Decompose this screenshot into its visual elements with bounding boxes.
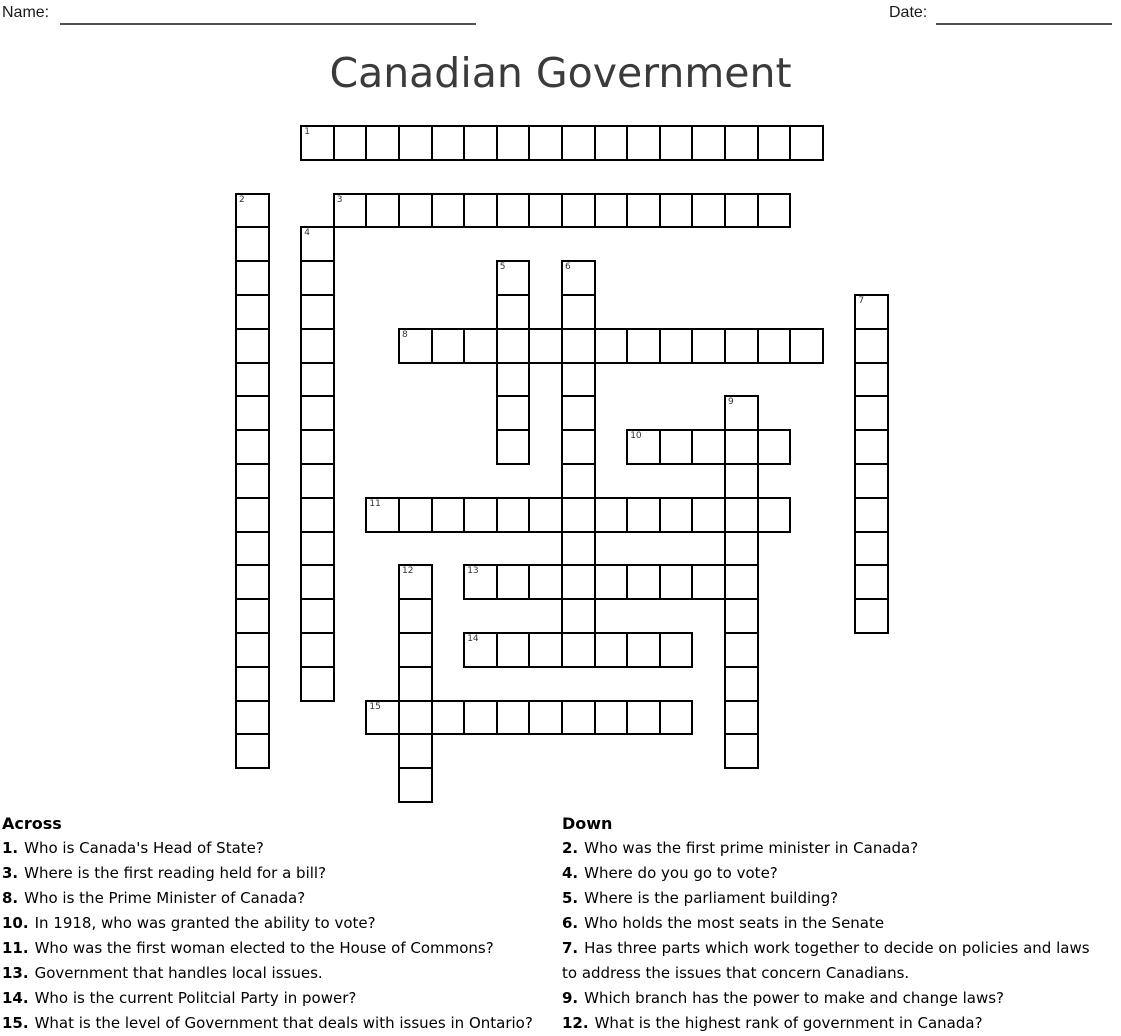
crossword-cell[interactable] xyxy=(561,362,596,398)
crossword-cell[interactable] xyxy=(496,294,531,330)
crossword-cell[interactable] xyxy=(561,700,596,736)
crossword-cell[interactable] xyxy=(463,700,498,736)
crossword-cell[interactable] xyxy=(463,564,498,600)
down-clue-2 xyxy=(562,836,1107,861)
down-clue-5 xyxy=(562,886,1107,911)
crossword-cell[interactable] xyxy=(724,700,759,736)
clue-text: Which branch has the power to make and change laws? xyxy=(584,989,1005,1007)
crossword-cell[interactable] xyxy=(691,328,726,364)
crossword-cell[interactable] xyxy=(561,598,596,634)
crossword-cell[interactable] xyxy=(300,125,335,161)
crossword-cell[interactable] xyxy=(659,497,694,533)
crossword-cell[interactable] xyxy=(528,632,563,668)
crossword-cell[interactable] xyxy=(561,531,596,567)
crossword-cell[interactable] xyxy=(431,193,466,229)
crossword-cell[interactable] xyxy=(724,531,759,567)
crossword-cell[interactable] xyxy=(300,294,335,330)
crossword-cell[interactable] xyxy=(398,328,433,364)
clue-text: In 1918, who was granted the ability to vote? xyxy=(34,914,376,932)
crossword-cell[interactable] xyxy=(235,226,270,262)
clue-number: 6. xyxy=(562,914,579,932)
crossword-cell[interactable] xyxy=(626,193,661,229)
crossword-cell[interactable] xyxy=(724,463,759,499)
across-clue-1 xyxy=(2,836,554,861)
crossword-cell[interactable] xyxy=(724,429,759,465)
clue-text: Who was the first woman elected to the House of Commons? xyxy=(34,939,494,957)
clue-text: Government that handles local issues. xyxy=(34,964,323,982)
crossword-cell[interactable] xyxy=(854,362,889,398)
crossword-cell[interactable] xyxy=(626,632,661,668)
crossword-cell[interactable] xyxy=(757,497,792,533)
across-clue-11 xyxy=(2,936,554,961)
across-clue-8 xyxy=(2,886,554,911)
clue-text: Where is the first reading held for a bill? xyxy=(24,864,327,882)
crossword-cell[interactable] xyxy=(300,395,335,431)
crossword-cell[interactable] xyxy=(528,564,563,600)
cell-number: 7 xyxy=(858,296,865,306)
clue-text: Who is the Prime Minister of Canada? xyxy=(24,889,306,907)
crossword-cell[interactable] xyxy=(724,125,759,161)
cell-number: 12 xyxy=(402,566,414,577)
crossword-cell[interactable] xyxy=(398,632,433,668)
cell-number: 13 xyxy=(467,566,479,577)
crossword-cell[interactable] xyxy=(626,700,661,736)
crossword-cell[interactable] xyxy=(235,193,270,229)
crossword-cell[interactable] xyxy=(235,632,270,668)
crossword-cell[interactable] xyxy=(528,193,563,229)
crossword-cell[interactable] xyxy=(691,125,726,161)
crossword-cell[interactable] xyxy=(235,463,270,499)
crossword-cell[interactable] xyxy=(235,598,270,634)
crossword-cell[interactable] xyxy=(724,632,759,668)
crossword-cell[interactable] xyxy=(463,328,498,364)
crossword-cell[interactable] xyxy=(365,497,400,533)
page-title: Canadian Government xyxy=(329,49,792,97)
crossword-cell[interactable] xyxy=(854,463,889,499)
crossword-cell[interactable] xyxy=(496,497,531,533)
across-clues-column xyxy=(2,811,554,1036)
crossword-cell[interactable] xyxy=(724,666,759,702)
crossword-cell[interactable] xyxy=(724,564,759,600)
crossword-cell[interactable] xyxy=(561,294,596,330)
crossword-cell[interactable] xyxy=(561,463,596,499)
crossword-cell[interactable] xyxy=(235,666,270,702)
across-clue-3 xyxy=(2,861,554,886)
clue-number: 1. xyxy=(2,839,19,857)
crossword-cell[interactable] xyxy=(496,362,531,398)
clue-text: Where do you go to vote? xyxy=(584,864,778,882)
clue-text: Who holds the most seats in the Senate xyxy=(584,914,885,932)
crossword-cell[interactable] xyxy=(496,395,531,431)
crossword-cell[interactable] xyxy=(724,328,759,364)
crossword-cell[interactable] xyxy=(398,598,433,634)
crossword-cell[interactable] xyxy=(626,429,661,465)
crossword-cell[interactable] xyxy=(431,497,466,533)
crossword-cell[interactable] xyxy=(431,700,466,736)
crossword-cell[interactable] xyxy=(235,294,270,330)
crossword-cell[interactable] xyxy=(659,564,694,600)
crossword-cell[interactable] xyxy=(300,226,335,262)
clue-text: What is the highest rank of government in Canada? xyxy=(594,1014,983,1032)
crossword-cell[interactable] xyxy=(626,328,661,364)
crossword-cell[interactable] xyxy=(496,193,531,229)
down-clue-7 xyxy=(562,936,1107,986)
crossword-cell[interactable] xyxy=(561,429,596,465)
crossword-cell[interactable] xyxy=(854,598,889,634)
crossword-cell[interactable] xyxy=(365,193,400,229)
cell-number: 4 xyxy=(304,228,310,239)
crossword-cell[interactable] xyxy=(561,260,596,296)
crossword-cell[interactable] xyxy=(594,632,629,668)
crossword-cell[interactable] xyxy=(691,429,726,465)
crossword-cell[interactable] xyxy=(659,429,694,465)
cell-number: 15 xyxy=(369,701,381,712)
crossword-cell[interactable] xyxy=(235,564,270,600)
crossword-cell[interactable] xyxy=(496,564,531,600)
crossword-cell[interactable] xyxy=(300,362,335,398)
clue-number: 2. xyxy=(562,839,579,857)
clue-number: 14. xyxy=(2,989,29,1007)
crossword-cell[interactable] xyxy=(594,497,629,533)
down-clue-4 xyxy=(562,861,1107,886)
crossword-cell[interactable] xyxy=(496,125,531,161)
crossword-cell[interactable] xyxy=(300,564,335,600)
crossword-cell[interactable] xyxy=(528,700,563,736)
crossword-cell[interactable] xyxy=(235,733,270,769)
crossword-cell[interactable] xyxy=(235,395,270,431)
crossword-cell[interactable] xyxy=(854,395,889,431)
down-clue-6 xyxy=(562,911,1107,936)
crossword-cell[interactable] xyxy=(398,564,433,600)
crossword-cell[interactable] xyxy=(235,700,270,736)
crossword-cell[interactable] xyxy=(463,193,498,229)
crossword-cell[interactable] xyxy=(626,564,661,600)
crossword-cell[interactable] xyxy=(300,632,335,668)
crossword-cell[interactable] xyxy=(398,666,433,702)
clue-number: 12. xyxy=(562,1014,589,1032)
crossword-cell[interactable] xyxy=(724,497,759,533)
crossword-cell[interactable] xyxy=(398,733,433,769)
crossword-cell[interactable] xyxy=(659,632,694,668)
crossword-cell[interactable] xyxy=(496,260,531,296)
across-clue-13 xyxy=(2,961,554,986)
crossword-cell[interactable] xyxy=(300,598,335,634)
crossword-cell[interactable] xyxy=(496,328,531,364)
crossword-cell[interactable] xyxy=(496,429,531,465)
clue-number: 7. xyxy=(562,939,579,957)
crossword-cell[interactable] xyxy=(398,767,433,803)
crossword-cell[interactable] xyxy=(300,531,335,567)
cell-number: 8 xyxy=(402,329,408,340)
crossword-cell[interactable] xyxy=(789,125,824,161)
crossword-cell[interactable] xyxy=(398,497,433,533)
date-label: Date: xyxy=(889,4,928,21)
crossword-cell[interactable] xyxy=(528,125,563,161)
clue-text: Where is the parliament building? xyxy=(584,889,839,907)
crossword-cell[interactable] xyxy=(594,564,629,600)
crossword-cell[interactable] xyxy=(300,666,335,702)
across-clue-15 xyxy=(2,1011,554,1036)
crossword-cell[interactable] xyxy=(757,125,792,161)
crossword-cell[interactable] xyxy=(594,700,629,736)
crossword-cell[interactable] xyxy=(626,497,661,533)
name-label: Name: xyxy=(2,4,50,21)
crossword-cell[interactable] xyxy=(398,700,433,736)
crossword-cell[interactable] xyxy=(235,362,270,398)
crossword-cell[interactable] xyxy=(561,632,596,668)
crossword-cell[interactable] xyxy=(724,598,759,634)
crossword-cell[interactable] xyxy=(463,632,498,668)
crossword-cell[interactable] xyxy=(300,463,335,499)
crossword-cell[interactable] xyxy=(561,395,596,431)
crossword-cell[interactable] xyxy=(463,125,498,161)
clue-text: Who is the current Politcial Party in power? xyxy=(34,989,357,1007)
crossword-cell[interactable] xyxy=(594,125,629,161)
cell-number: 1 xyxy=(304,127,310,137)
crossword-cell[interactable] xyxy=(659,125,694,161)
crossword-cell[interactable] xyxy=(659,193,694,229)
crossword-cell[interactable] xyxy=(431,125,466,161)
crossword-cell[interactable] xyxy=(463,497,498,533)
clue-number: 5. xyxy=(562,889,579,907)
cell-number: 14 xyxy=(467,634,479,644)
cell-number: 9 xyxy=(728,397,734,408)
crossword-cell[interactable] xyxy=(854,531,889,567)
clue-number: 3. xyxy=(2,864,19,882)
clue-number: 4. xyxy=(562,864,579,882)
crossword-cell[interactable] xyxy=(333,125,368,161)
clue-text: Has three parts which work together to decide on policies and laws to address the issues that concern Canadians. xyxy=(562,939,1090,982)
clue-text: Who was the first prime minister in Canada? xyxy=(584,839,919,857)
crossword-cell[interactable] xyxy=(691,564,726,600)
cell-number: 2 xyxy=(239,194,245,205)
crossword-cell[interactable] xyxy=(854,497,889,533)
crossword-cell[interactable] xyxy=(561,328,596,364)
crossword-cell[interactable] xyxy=(757,429,792,465)
crossword-cell[interactable] xyxy=(528,328,563,364)
crossword-cell[interactable] xyxy=(365,700,400,736)
crossword-cell[interactable] xyxy=(626,125,661,161)
crossword-cell[interactable] xyxy=(854,328,889,364)
crossword-cell[interactable] xyxy=(431,328,466,364)
crossword-cell[interactable] xyxy=(528,497,563,533)
crossword-cell[interactable] xyxy=(235,328,270,364)
crossword-cell[interactable] xyxy=(561,564,596,600)
crossword-cell[interactable] xyxy=(724,395,759,431)
crossword-cell[interactable] xyxy=(496,632,531,668)
crossword-cell[interactable] xyxy=(365,125,400,161)
crossword-cell[interactable] xyxy=(854,429,889,465)
crossword-cell[interactable] xyxy=(561,497,596,533)
clue-number: 9. xyxy=(562,989,579,1007)
crossword-cell[interactable] xyxy=(724,733,759,769)
crossword-cell[interactable] xyxy=(235,497,270,533)
clue-text: What is the level of Government that deals with issues in Ontario? xyxy=(34,1014,533,1032)
across-clue-14 xyxy=(2,986,554,1011)
crossword-cell[interactable] xyxy=(300,260,335,296)
down-header: Down xyxy=(562,814,613,833)
across-clue-10 xyxy=(2,911,554,936)
crossword-cell[interactable] xyxy=(235,260,270,296)
crossword-cell[interactable] xyxy=(398,193,433,229)
crossword-cell[interactable] xyxy=(300,497,335,533)
crossword-cell[interactable] xyxy=(496,700,531,736)
across-header: Across xyxy=(2,814,62,833)
cell-number: 10 xyxy=(630,431,642,442)
crossword-cell[interactable] xyxy=(594,328,629,364)
down-clue-12 xyxy=(562,1011,1107,1036)
crossword-cell[interactable] xyxy=(691,193,726,229)
crossword-cell[interactable] xyxy=(333,193,368,229)
down-clues-column xyxy=(562,811,1107,1036)
crossword-cell[interactable] xyxy=(235,429,270,465)
crossword-cell[interactable] xyxy=(659,328,694,364)
clue-text: Who is Canada's Head of State? xyxy=(24,839,264,857)
crossword-cell[interactable] xyxy=(757,328,792,364)
clue-number: 11. xyxy=(2,939,29,957)
crossword-cell[interactable] xyxy=(691,497,726,533)
crossword-cell[interactable] xyxy=(561,193,596,229)
cell-number: 6 xyxy=(565,262,571,273)
crossword-cell[interactable] xyxy=(398,125,433,161)
crossword-cell[interactable] xyxy=(300,429,335,465)
crossword-cell[interactable] xyxy=(757,193,792,229)
crossword-cell[interactable] xyxy=(789,328,824,364)
crossword-cell[interactable] xyxy=(235,531,270,567)
crossword-cell[interactable] xyxy=(724,193,759,229)
clue-number: 8. xyxy=(2,889,19,907)
cell-number: 3 xyxy=(336,194,343,205)
crossword-cell[interactable] xyxy=(300,328,335,364)
clue-number: 15. xyxy=(2,1014,29,1032)
crossword-cell[interactable] xyxy=(659,700,694,736)
crossword-cell[interactable] xyxy=(854,564,889,600)
down-clue-9 xyxy=(562,986,1107,1011)
crossword-cell[interactable] xyxy=(854,294,889,330)
clue-number: 10. xyxy=(2,914,29,932)
clue-number: 13. xyxy=(2,964,29,982)
cell-number: 11 xyxy=(369,498,381,509)
cell-number: 5 xyxy=(499,262,506,273)
crossword-cell[interactable] xyxy=(594,193,629,229)
crossword-cell[interactable] xyxy=(561,125,596,161)
